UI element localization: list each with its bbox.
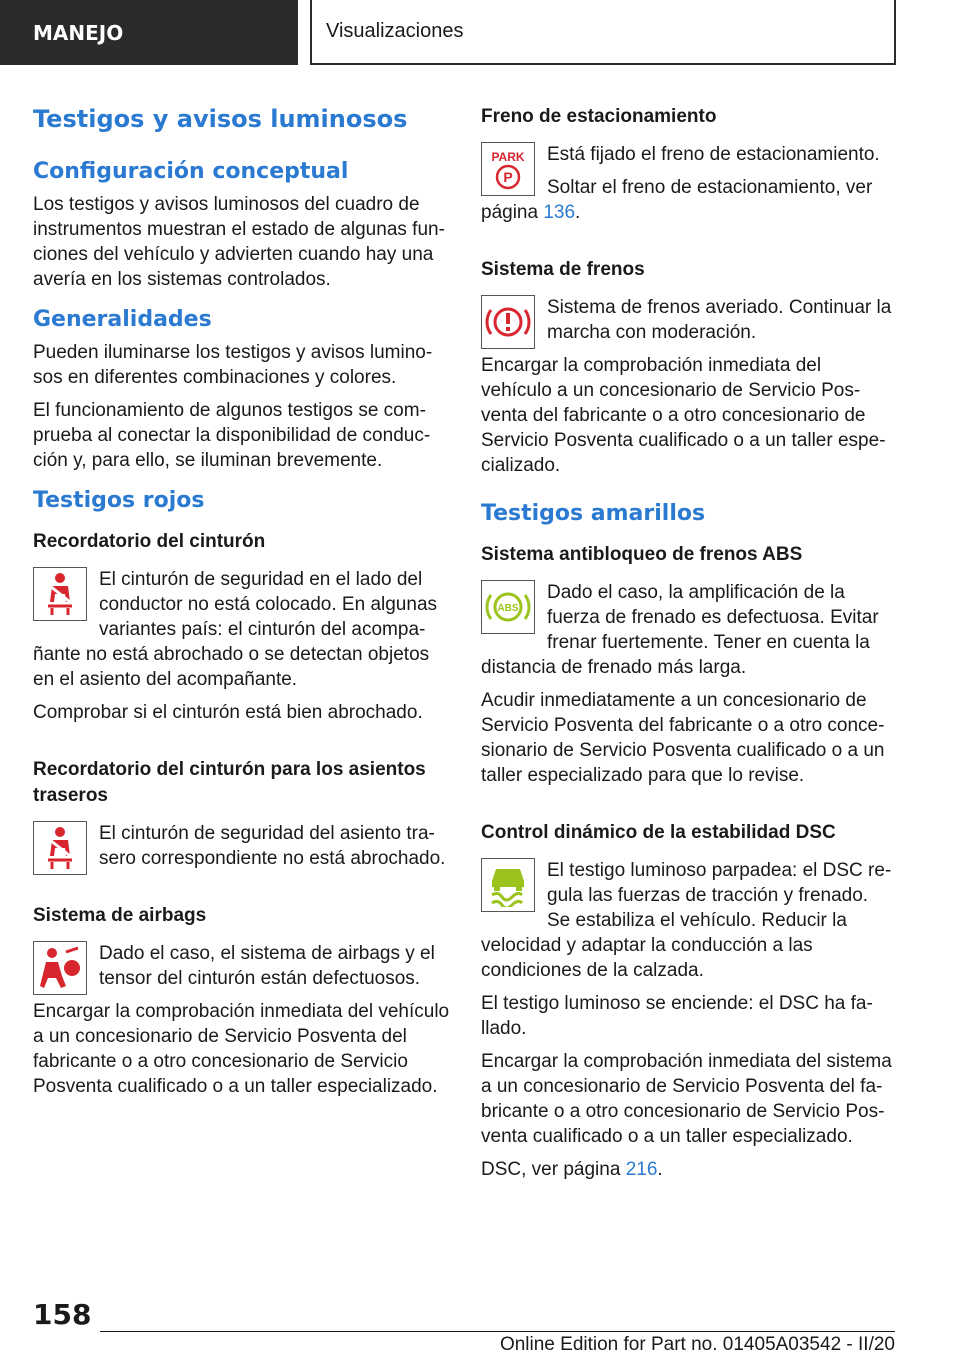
park-icon: [481, 142, 535, 196]
dsc-text-1: El testigo luminoso parpadea: el DSC regula las fuerzas de tracción y frenado. Se estabiliza el vehículo. Reducir la velocidad y adaptar la conducción a las condiciones de la calzada.: [481, 860, 892, 981]
seatbelt-icon: [33, 567, 87, 621]
belt-text: El cinturón de seguridad en el lado del conductor no está colocado. En algunas variantes país: el cinturón del acompañante no está abrochado o se detectan objetos en el asiento del acompañante.: [33, 569, 438, 690]
belt-text-2: Comprobar si el cinturón está bien abrochado.: [33, 702, 423, 723]
airbag-heading: Sistema de airbags: [33, 905, 207, 926]
rear-belt-warning: [33, 821, 451, 879]
abs-icon: [481, 580, 535, 634]
dsc-text-4: DSC, ver página 216.: [481, 1159, 663, 1180]
dsc-icon: [481, 858, 535, 912]
brakes-text-2: Encargar la comprobación inmediata del vehículo a un concesionario de Servicio Posventa del fabricante o a otro concesionario de Servicio Posventa cualificado o a un taller especializado.: [481, 355, 886, 476]
parking-text-2: Soltar el freno de estacionamiento, ver página 136.: [481, 177, 873, 223]
general-heading: Generalidades: [33, 307, 212, 332]
edition-note: Online Edition for Part no. 01405A03542 - II/20: [499, 1334, 895, 1355]
brakes-heading: Sistema de frenos: [481, 259, 645, 280]
airbag-icon: [33, 941, 87, 995]
dsc-text-3: Encargar la comprobación inmediata del sistema a un concesionario de Servicio Posventa del fabricante o a otro concesionario de Servicio Posventa cualificado o a un taller especializado.: [481, 1051, 892, 1147]
dsc-text-2: El testigo luminoso se enciende: el DSC ha fallado.: [481, 993, 873, 1039]
park-icon-letter: P: [503, 169, 513, 185]
section-label: MANEJO: [33, 20, 124, 45]
abs-heading: Sistema antibloqueo de frenos ABS: [481, 544, 803, 565]
abs-icon-label: ABS: [497, 603, 519, 614]
topic-label: Visualizaciones: [326, 20, 464, 42]
page-number: 158: [33, 1298, 92, 1331]
section-tab: [0, 0, 298, 65]
brakes-text-1: Sistema de frenos averiado. Continuar la marcha con moderación.: [547, 297, 892, 343]
park-icon-label: PARK: [491, 150, 525, 164]
general-text-2: El funcionamiento de algunos testigos se comprueba al conectar la disponibilidad de conducción y, para ello, se iluminan brevemente.: [33, 400, 431, 471]
parking-text-1: Está fijado el freno de estacionamiento.: [547, 144, 880, 165]
belt-warning: [33, 567, 451, 700]
dsc-page-link[interactable]: 216: [625, 1159, 658, 1180]
concept-heading: Configuración conceptual: [33, 159, 349, 184]
parking-page-link[interactable]: 136: [543, 202, 576, 223]
airbag-warning: [33, 941, 451, 1107]
belt-heading: Recordatorio del cinturón: [33, 531, 266, 552]
general-text-1: Pueden iluminarse los testigos y avisos luminosos en diferentes combinaciones y colores.: [33, 342, 433, 388]
brake-warning-icon: [481, 295, 535, 349]
dsc-warning: [481, 858, 895, 991]
page-title: Testigos y avisos luminosos: [33, 105, 408, 133]
topic-tab: [310, 0, 896, 65]
yellow-lights-heading: Testigos amarillos: [481, 501, 706, 526]
right-column: [481, 100, 895, 1190]
airbag-text-1: Dado el caso, el sistema de airbags y el tensor del cinturón están defectuosos.: [99, 943, 435, 989]
concept-text: Los testigos y avisos luminosos del cuadro de instrumentos muestran el estado de algunas funciones del vehículo y advierten cuando hay una avería en los sistemas controlados.: [33, 194, 445, 290]
brakes-warning: [481, 295, 895, 486]
abs-text-1: Dado el caso, la amplificación de la fuerza de frenado es defectuosa. Evitar frenar fuertemente. Tener en cuenta la distancia de frenado más larga.: [481, 582, 879, 678]
dsc-heading: Control dinámico de la estabilidad DSC: [481, 822, 836, 843]
left-column: [33, 100, 451, 1107]
parking-brake-warning: [481, 142, 895, 233]
rear-seatbelt-icon: [33, 821, 87, 875]
abs-text-2: Acudir inmediatamente a un concesionario de Servicio Posventa del fabricante o a otro concesionario de Servicio Posventa cualificado o a un taller especializado para que lo revise.: [481, 690, 885, 786]
red-lights-heading: Testigos rojos: [33, 488, 205, 513]
footer-divider: [100, 1331, 895, 1332]
airbag-text-2: Encargar la comprobación inmediata del vehículo a un concesionario de Servicio Posventa del fabricante o a otro concesionario de Servicio Posventa cualificado o a un taller especializado.: [33, 1001, 450, 1097]
rear-belt-heading: Recordatorio del cinturón para los asientos traseros: [33, 759, 426, 806]
abs-warning: [481, 580, 895, 688]
rear-belt-text: El cinturón de seguridad del asiento trasero correspondiente no está abrochado.: [99, 823, 446, 869]
parking-brake-heading: Freno de estacionamiento: [481, 106, 717, 127]
